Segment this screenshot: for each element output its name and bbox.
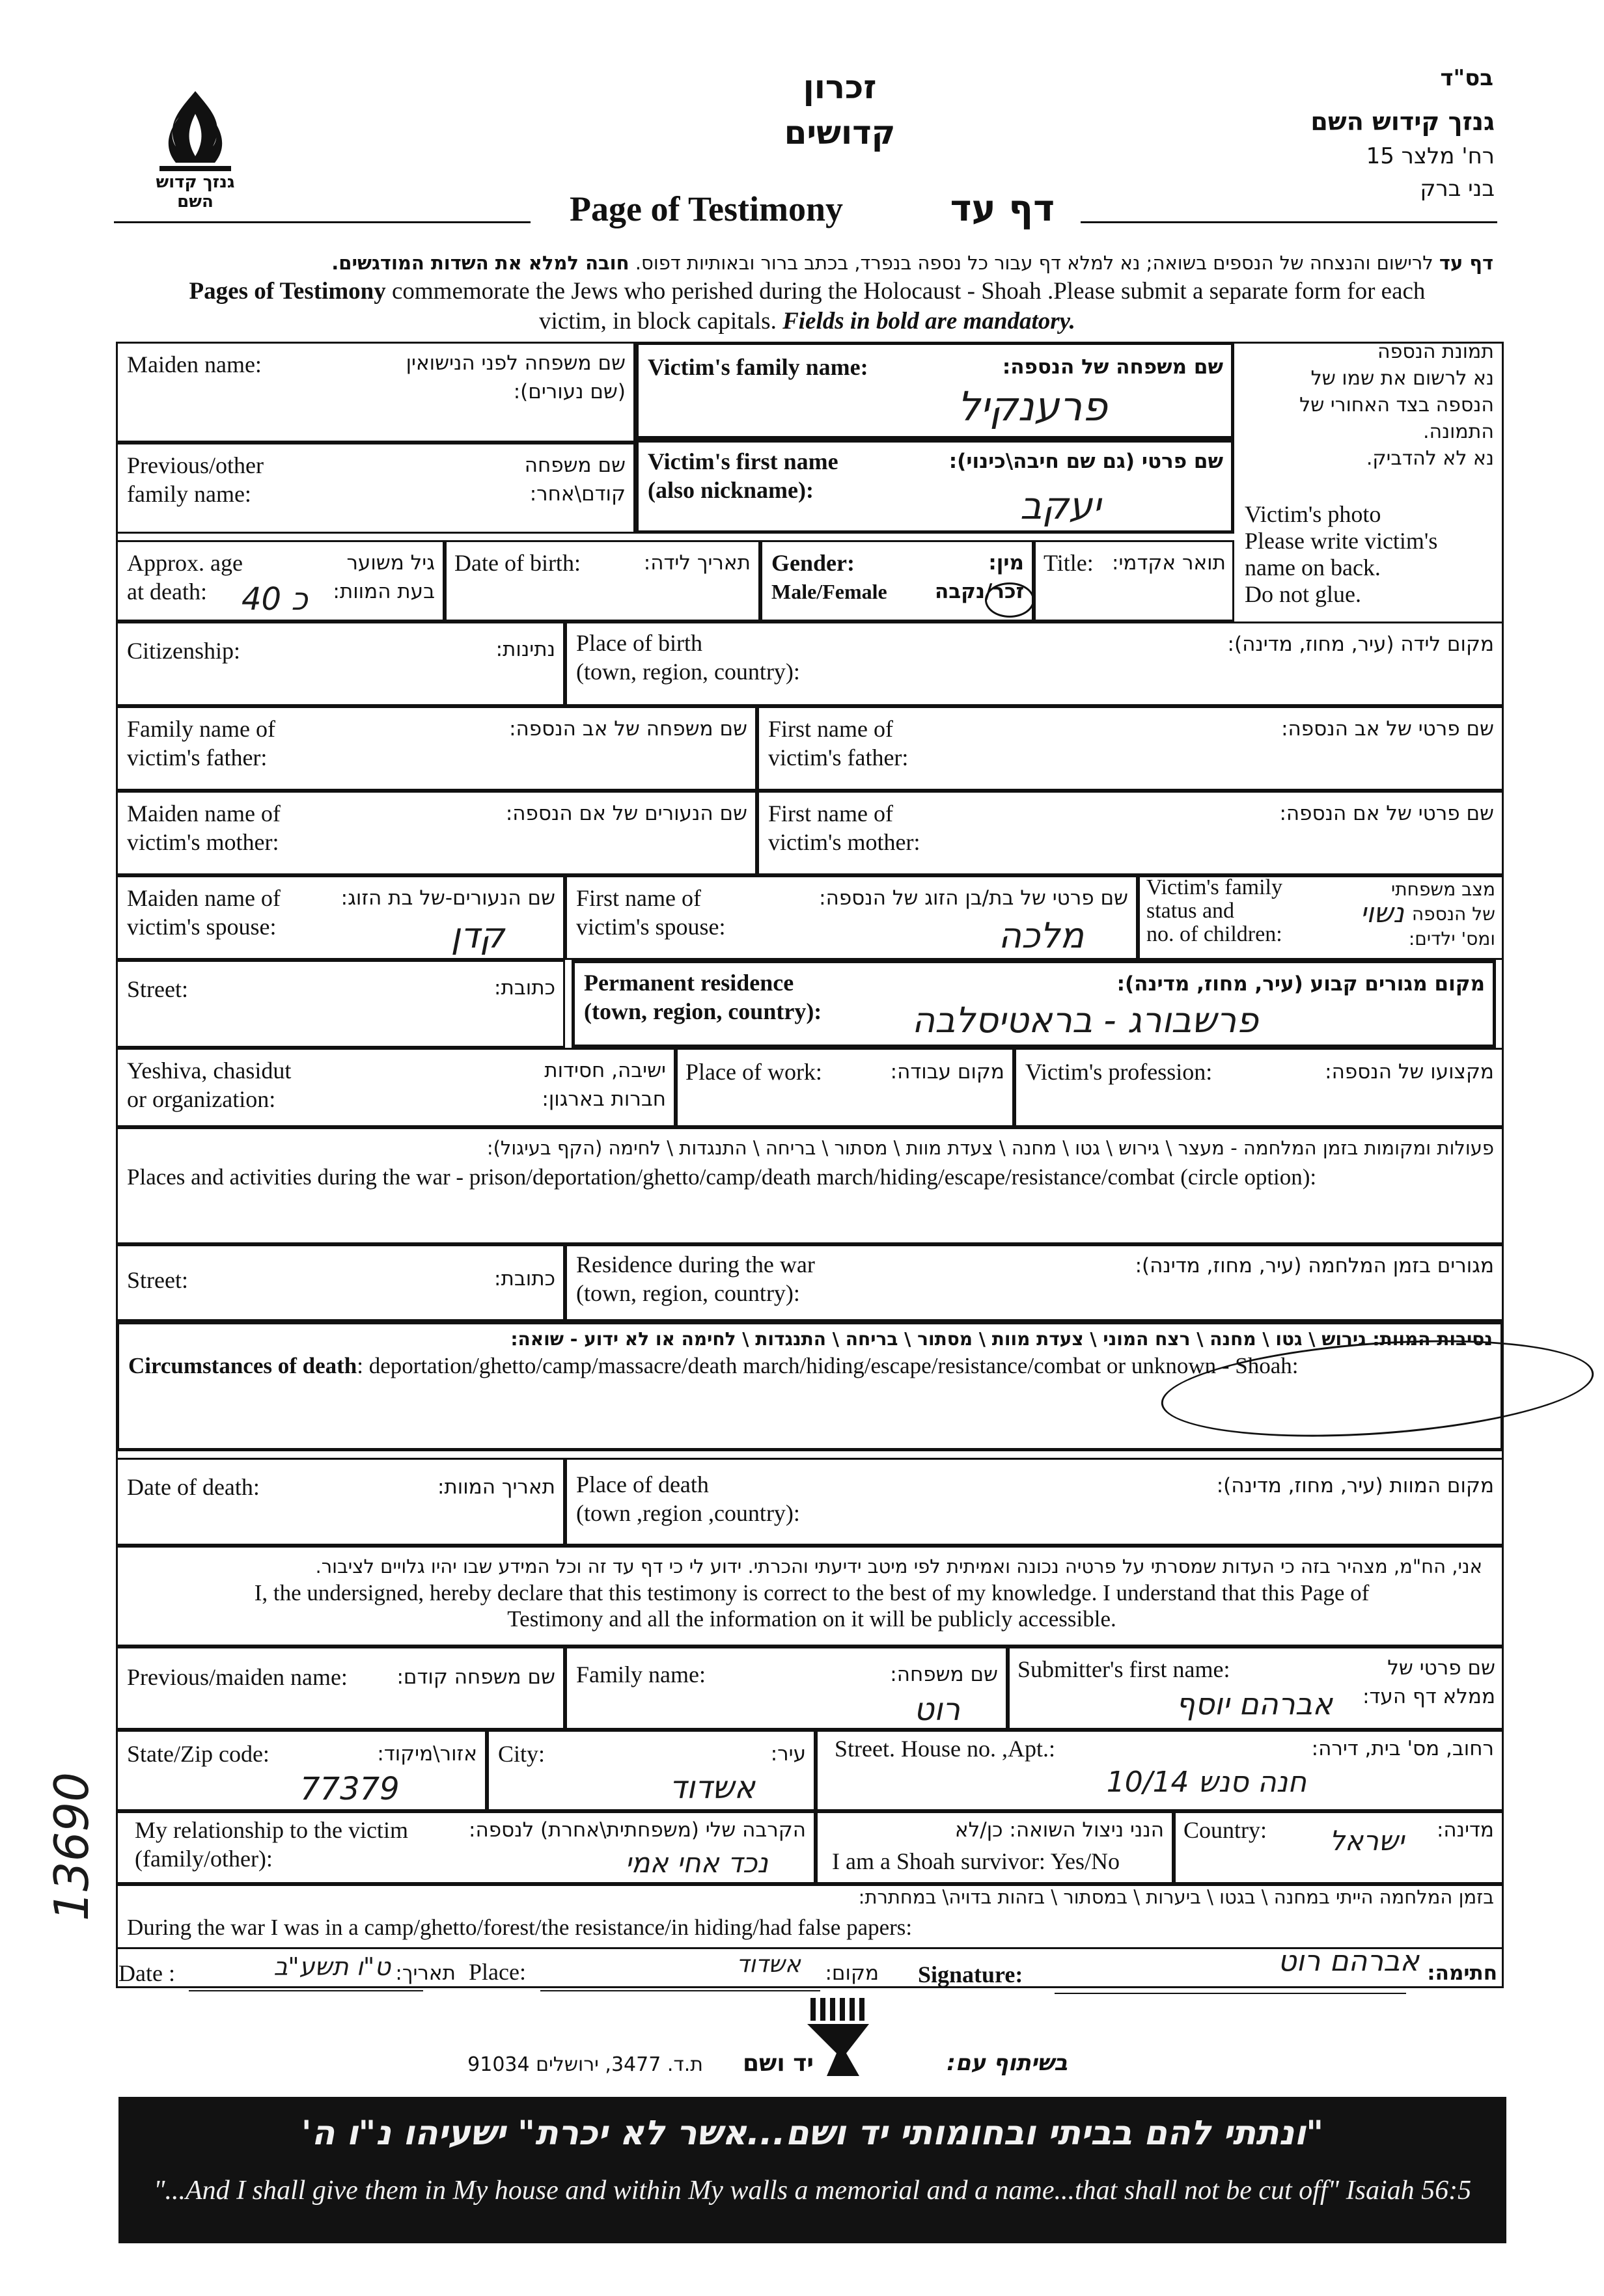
pod-label-he: מקום המוות (עיר, מחוז, מדינה): bbox=[1216, 1474, 1494, 1497]
date-underline bbox=[189, 1990, 423, 1991]
first-name-en-1: Victim's first name bbox=[648, 448, 838, 474]
signature-label-en: Signature: bbox=[918, 1961, 1023, 1988]
age-at-death-field[interactable] bbox=[116, 540, 445, 622]
status-en-3: no. of children: bbox=[1146, 922, 1282, 946]
intro-en bbox=[111, 277, 1504, 336]
footer-address: ת.ד. 3477, ירושלים 91034 bbox=[467, 2053, 703, 2076]
photo-instructions-he bbox=[1240, 338, 1494, 472]
citizenship-label-en: Citizenship: bbox=[127, 638, 240, 664]
zip-label-he: אזור\מיקוד: bbox=[377, 1742, 477, 1766]
place-of-death-field[interactable] bbox=[565, 1458, 1504, 1546]
war-activities-field[interactable] bbox=[116, 1127, 1504, 1244]
victim-family-label-en: Victim's family name: bbox=[648, 354, 868, 380]
spouse-maiden-en-1: Maiden name of bbox=[127, 885, 281, 911]
zip-label-en: State/Zip code: bbox=[127, 1741, 270, 1767]
prev-family-he-1: שם משפחה bbox=[524, 454, 626, 477]
sub-first-he-2: ממלא דף העד: bbox=[1362, 1685, 1495, 1708]
profession-field[interactable] bbox=[1014, 1048, 1504, 1127]
rel-value: נכד אחי אמי bbox=[625, 1847, 768, 1879]
death-circ-label-he: נסיבות המוות: גירוש \ גטו \ מחנה \ רצח המוני \ צעדת מוות \ מסתור \ בריחה \ התנגדות \ לחימה או לא ידוע - שואה: bbox=[510, 1328, 1493, 1350]
declaration-en-1: I, the undersigned, hereby declare that this testimony is correct to the best of my knowledge. I understand that this Page of bbox=[254, 1580, 1370, 1606]
spouse-maiden-value: קדן bbox=[450, 915, 505, 956]
status-value: נשוי bbox=[1360, 897, 1404, 929]
rel-en-1: My relationship to the victim bbox=[135, 1817, 408, 1843]
first-name-label-he: שם פרטי (גם שם חיבה\כינוי): bbox=[948, 450, 1223, 473]
status-label-en bbox=[1146, 876, 1282, 946]
status-label-he bbox=[1391, 877, 1495, 951]
maiden-name-field[interactable] bbox=[116, 342, 635, 443]
sub-family-label-he: שם משפחה: bbox=[890, 1663, 998, 1686]
intro-en-bold-1: Pages of Testimony bbox=[189, 278, 386, 305]
prev-family-label-he bbox=[525, 451, 626, 508]
bsd-mark: בס"ד bbox=[1440, 65, 1493, 91]
wartime-label-he: בזמן המלחמה הייתי במחנה \ בגטו \ ביערות \ במסתור \ בזהות בדויה\ במחתרת: bbox=[858, 1886, 1494, 1908]
wartime-location-field[interactable] bbox=[116, 1884, 1504, 1949]
survivor-label-en: I am a Shoah survivor: Yes/No bbox=[832, 1848, 1120, 1874]
partner-label-he: בשיתוף עם: bbox=[947, 2050, 1068, 2076]
survivor-field[interactable] bbox=[816, 1811, 1174, 1884]
signature-underline bbox=[1055, 1993, 1406, 1994]
street-label-he: כתובת: bbox=[494, 976, 555, 1000]
pob-en-2: (town, region, country): bbox=[576, 659, 800, 685]
gender-en-1: Gender: bbox=[771, 550, 855, 576]
yeshiva-label-he bbox=[542, 1056, 666, 1114]
title-en: Page of Testimony bbox=[570, 189, 844, 228]
citizenship-label-he: נתינות: bbox=[495, 638, 555, 661]
logo-text: גנזך קדוש השם bbox=[156, 172, 235, 212]
status-en-2: status and bbox=[1146, 899, 1235, 923]
dob-label-en: Date of birth: bbox=[454, 550, 581, 576]
spouse-maiden-name-field[interactable] bbox=[116, 875, 565, 960]
father-family-en-2: victim's father: bbox=[127, 745, 268, 771]
first-name-label-en bbox=[648, 447, 838, 504]
family-status-field[interactable] bbox=[1138, 875, 1504, 960]
declaration-block bbox=[116, 1546, 1504, 1647]
wartime-label-en: During the war I was in a camp/ghetto/forest/the resistance/in hiding/had false papers: bbox=[127, 1915, 913, 1940]
yeshiva-en-1: Yeshiva, chasidut bbox=[127, 1058, 292, 1084]
dod-label-en: Date of death: bbox=[127, 1474, 260, 1500]
victim-first-name-field[interactable] bbox=[635, 436, 1234, 534]
survivor-label-he: הנני ניצול השואה: כן/לא bbox=[954, 1818, 1164, 1842]
date-of-birth-field[interactable] bbox=[445, 540, 760, 622]
declaration-en bbox=[118, 1580, 1506, 1632]
mother-maiden-name-field[interactable] bbox=[116, 791, 757, 875]
mother-first-en-2: victim's mother: bbox=[768, 829, 920, 855]
intro-he-bold-1: דף עד bbox=[1439, 252, 1493, 274]
yad-vashem-name: יד ושם bbox=[742, 2050, 814, 2077]
photo-en-2: Please write victim's bbox=[1245, 528, 1438, 554]
photo-en-1: Victim's photo bbox=[1245, 501, 1381, 527]
death-circ-en-bold: Circumstances of death bbox=[128, 1353, 357, 1378]
place-of-birth-field[interactable] bbox=[565, 622, 1504, 706]
gender-label-en bbox=[771, 549, 887, 606]
spouse-first-en-2: victim's spouse: bbox=[576, 914, 726, 940]
place-of-work-field[interactable] bbox=[676, 1048, 1014, 1127]
photo-he-4: התמונה. bbox=[1422, 420, 1494, 443]
city-value: אשדוד bbox=[669, 1770, 755, 1806]
residence-value: פרשבורג - בראטיסלבה bbox=[911, 1000, 1258, 1041]
age-he-1: גיל משוער bbox=[346, 551, 435, 575]
status-he-1: מצב משפחתי bbox=[1390, 879, 1495, 900]
age-label-en bbox=[127, 549, 243, 606]
intro-en-bold-2: Fields in bold are mandatory. bbox=[782, 308, 1075, 335]
status-en-1: Victim's family bbox=[1146, 875, 1282, 899]
father-first-label-he: שם פרטי של אב הנספה: bbox=[1281, 717, 1494, 741]
citizenship-field[interactable] bbox=[116, 622, 565, 706]
status-he-3: ומס' ילדים: bbox=[1408, 928, 1495, 950]
gender-field[interactable] bbox=[760, 540, 1034, 622]
mother-maiden-en-1: Maiden name of bbox=[127, 800, 281, 827]
org-name: גנזך קידוש השם bbox=[1310, 107, 1495, 136]
spouse-first-name-field[interactable] bbox=[565, 875, 1138, 960]
spouse-maiden-label-he: שם הנעורים-של בת הזוג: bbox=[340, 886, 555, 910]
spouse-first-label-he: שם פרטי של בת/בן הזוג של הנספה: bbox=[819, 886, 1128, 910]
side-note-number: 13690 bbox=[44, 1771, 99, 1921]
victim-family-value: פרענקיל bbox=[957, 383, 1107, 430]
prev-family-en-2: family name: bbox=[127, 481, 251, 507]
mother-first-name-field[interactable] bbox=[757, 791, 1504, 875]
submitter-family-name-field[interactable] bbox=[565, 1647, 1008, 1730]
sub-street-label-he: רחוב, מס' בית, דירה: bbox=[1311, 1737, 1494, 1760]
org-city: בני ברק bbox=[1420, 176, 1495, 202]
zip-code-field[interactable] bbox=[116, 1730, 487, 1811]
title-label-he: תואר אקדמי: bbox=[1112, 551, 1226, 575]
photo-instructions-en bbox=[1245, 501, 1499, 608]
photo-he-3: הנספה בצד האחורי של bbox=[1299, 394, 1494, 417]
spouse-maiden-en-2: victim's spouse: bbox=[127, 914, 277, 940]
pod-en-1: Place of death bbox=[576, 1471, 709, 1497]
father-first-name-field[interactable] bbox=[757, 706, 1504, 791]
spouse-first-en-1: First name of bbox=[576, 885, 701, 911]
status-he-2: של הנספה bbox=[1411, 903, 1495, 925]
footer-banner bbox=[118, 2097, 1506, 2243]
dod-label-he: תאריך המוות: bbox=[437, 1475, 555, 1499]
rel-label-en bbox=[135, 1816, 408, 1873]
submitter-previous-name-field[interactable] bbox=[116, 1647, 565, 1730]
gender-he-2: זכר/נקבה bbox=[934, 580, 1024, 603]
org-street: רח' מלצר 15 bbox=[1366, 143, 1495, 169]
mother-first-label-he: שם פרטי של אם הנספה: bbox=[1279, 802, 1494, 825]
pod-en-2: (town ,region ,country): bbox=[576, 1500, 800, 1526]
sub-prev-label-en: Previous/maiden name: bbox=[127, 1664, 348, 1690]
pob-label-en bbox=[576, 629, 800, 686]
gender-en-2: Male/Female bbox=[771, 580, 887, 603]
father-first-en-2: victim's father: bbox=[768, 745, 909, 771]
work-label-he: מקום עבודה: bbox=[890, 1060, 1004, 1084]
pod-label-en bbox=[576, 1470, 800, 1527]
yeshiva-he-1: ישיבה, חסידות bbox=[544, 1059, 666, 1082]
spouse-first-label-en bbox=[576, 884, 725, 941]
war-street-field[interactable] bbox=[116, 1244, 565, 1321]
residence-label-he: מקום מגורים קבוע (עיר, מחוז, מדינה): bbox=[1116, 972, 1485, 996]
photo-he-2: נא לרשום את שמו של bbox=[1310, 367, 1494, 390]
war-residence-field[interactable] bbox=[565, 1244, 1504, 1321]
father-first-label-en bbox=[768, 715, 908, 772]
rel-en-2: (family/other): bbox=[135, 1846, 273, 1872]
country-label-en: Country: bbox=[1183, 1817, 1267, 1843]
intro-en-2: victim, in block capitals. bbox=[539, 308, 777, 335]
death-circ-label-en bbox=[128, 1352, 1298, 1380]
zip-value: 77379 bbox=[300, 1771, 400, 1807]
pob-en-1: Place of birth bbox=[576, 630, 702, 656]
residence-en-1: Permanent residence bbox=[584, 970, 794, 996]
photo-he-5: נא לא להדביק. bbox=[1366, 447, 1494, 470]
work-label-en: Place of work: bbox=[685, 1059, 822, 1085]
date-label-he: תאריך: bbox=[395, 1961, 456, 1985]
sub-first-label-he bbox=[1362, 1654, 1495, 1711]
profession-label-he: מקצועו של הנספה: bbox=[1325, 1060, 1494, 1084]
sub-street-label-en: Street. House no. ,Apt.: bbox=[835, 1736, 1055, 1762]
title-field[interactable] bbox=[1034, 540, 1234, 622]
city-label-en: City: bbox=[498, 1741, 546, 1767]
declaration-he: אני, הח"מ, מצהיר בזה כי העדות שמסרתי על פרטיה נכונה ואמיתית לפי מיטב ידיעתי והכרתי. ידוע לי כי דף עד זה וכל המידע שבו יהיו גלויים לציבור. bbox=[315, 1555, 1482, 1578]
place-value: אשדוד bbox=[736, 1951, 801, 1978]
sub-first-he-1: שם פרטי של bbox=[1387, 1656, 1495, 1680]
signature-label-he: חתימה: bbox=[1427, 1961, 1497, 1985]
first-name-value: יעקב bbox=[1020, 484, 1101, 528]
submitter-first-name-field[interactable] bbox=[1008, 1647, 1504, 1730]
sub-street-value: חנה סנש 10/14 bbox=[1106, 1766, 1307, 1799]
yeshiva-field[interactable] bbox=[116, 1048, 676, 1127]
title-label-en: Title: bbox=[1044, 550, 1094, 576]
war-label-en: Places and activities during the war - prison/deportation/ghetto/camp/death march/hiding/escape/resistance/combat (circle option): bbox=[127, 1164, 1317, 1190]
intro-he-bold-2: חובה למלא את השדות המודגשים. bbox=[331, 252, 629, 274]
sub-first-value: אברהם יוסף bbox=[1176, 1686, 1333, 1721]
war-res-label-en bbox=[576, 1250, 815, 1307]
yeshiva-he-2: חברות בארגון: bbox=[542, 1087, 666, 1111]
title-rule-left bbox=[114, 221, 531, 223]
prev-family-he-2: קודם\אחר: bbox=[529, 482, 626, 506]
zikaron-title: זכרון bbox=[803, 68, 877, 106]
previous-family-name-field[interactable] bbox=[116, 443, 635, 534]
maiden-he-2: (שם נעורים): bbox=[513, 380, 626, 403]
date-value: ט"ו תשע"ב bbox=[273, 1952, 391, 1981]
war-res-en-2: (town, region, country): bbox=[576, 1280, 800, 1306]
father-first-en-1: First name of bbox=[768, 716, 893, 742]
circumstances-of-death-field[interactable] bbox=[116, 1321, 1504, 1451]
photo-he-1: תמונת הנספה bbox=[1377, 340, 1494, 363]
war-street-label-he: כתובת: bbox=[494, 1267, 555, 1291]
war-street-label-en: Street: bbox=[127, 1267, 188, 1293]
first-name-en-2: (also nickname): bbox=[648, 477, 814, 503]
sub-family-value: רוט bbox=[913, 1691, 960, 1728]
maiden-he-1: שם משפחה לפני הנישואין bbox=[406, 351, 626, 375]
photo-en-3: name on back. bbox=[1245, 554, 1381, 581]
spouse-maiden-label-en bbox=[127, 884, 281, 941]
kedoshim-title: קדושים bbox=[784, 114, 896, 152]
war-res-label-he: מגורים בזמן המלחמה (עיר, מחוז, מדינה): bbox=[1135, 1254, 1494, 1278]
permanent-residence-field[interactable] bbox=[572, 960, 1496, 1048]
residence-en-2: (town, region, country): bbox=[584, 998, 822, 1024]
date-of-death-field[interactable] bbox=[116, 1458, 565, 1546]
death-circ-en: : deportation/ghetto/camp/massacre/death march/hiding/escape/resistance/combat or unknown - Shoah: bbox=[357, 1353, 1299, 1378]
relationship-field[interactable] bbox=[116, 1811, 816, 1884]
age-he-2: בעת המוות: bbox=[333, 580, 435, 603]
war-res-en-1: Residence during the war bbox=[576, 1251, 815, 1278]
mother-maiden-label-en bbox=[127, 799, 281, 856]
intro-en-1: commemorate the Jews who perished during the Holocaust - Shoah .Please submit a separate form for each bbox=[391, 278, 1426, 305]
war-label-he: פעולות ומקומות בזמן המלחמה - מעצר \ גירוש \ גטו \ מחנה \ צעדת מוות \ מסתור \ בריחה \ התנגדות \ לחימה (הקף בעיגול): bbox=[486, 1137, 1494, 1159]
date-label-en: Date : bbox=[118, 1960, 175, 1986]
sub-prev-label-he: שם משפחה קודם: bbox=[396, 1665, 555, 1689]
father-family-label-he: שם משפחה של אב הנספה: bbox=[509, 717, 747, 741]
place-label-en: Place: bbox=[469, 1959, 526, 1985]
yeshiva-label-en bbox=[127, 1056, 291, 1114]
photo-en-4: Do not glue. bbox=[1245, 581, 1361, 607]
street-label-en: Street: bbox=[127, 976, 188, 1002]
rel-label-he: הקרבה שלי (משפחתית\אחרת) לנספה: bbox=[469, 1818, 806, 1842]
sub-family-label-en: Family name: bbox=[576, 1661, 706, 1688]
intro-he bbox=[100, 249, 1493, 277]
country-label-he: מדינה: bbox=[1436, 1818, 1494, 1842]
submitter-street-field[interactable] bbox=[816, 1730, 1504, 1811]
mother-first-label-en bbox=[768, 799, 920, 856]
declaration-en-2: Testimony and all the information on it will be publicly accessible. bbox=[507, 1606, 1116, 1632]
country-field[interactable] bbox=[1174, 1811, 1504, 1884]
victim-family-name-field[interactable] bbox=[635, 342, 1234, 443]
city-field[interactable] bbox=[487, 1730, 816, 1811]
title-he: דף עד bbox=[950, 187, 1055, 230]
banner-verse-he: "ונתתי להם בביתי ובחומותי יד ושם...אשר לא יכרת" ישעיהו נ"ו ה' bbox=[301, 2114, 1324, 2153]
maiden-label-he bbox=[406, 349, 626, 406]
flame-logo bbox=[140, 85, 251, 212]
yeshiva-en-2: or organization: bbox=[127, 1086, 276, 1112]
dob-label-he: תאריך לידה: bbox=[643, 551, 751, 575]
title-rule-right bbox=[1081, 221, 1497, 223]
gender-circle bbox=[985, 582, 1034, 618]
spouse-first-value: מלכה bbox=[998, 915, 1084, 956]
banner-verse-en: "...And I shall give them in My house and within My walls a memorial and a name...that shall not be cut off" Isaiah 56:5 bbox=[153, 2176, 1472, 2206]
gender-he-1: מין: bbox=[988, 551, 1024, 575]
country-value: ישראל bbox=[1329, 1825, 1404, 1857]
prev-family-label-en bbox=[127, 451, 264, 508]
mother-first-en-1: First name of bbox=[768, 800, 893, 827]
age-en-1: Approx. age bbox=[127, 550, 243, 576]
profession-label-en: Victim's profession: bbox=[1025, 1059, 1213, 1085]
street-field[interactable] bbox=[116, 960, 565, 1048]
mother-maiden-en-2: victim's mother: bbox=[127, 829, 279, 855]
father-family-en-1: Family name of bbox=[127, 716, 275, 742]
sub-first-label-en: Submitter's first name: bbox=[1017, 1656, 1230, 1682]
intro-he-text: לרישום והנצחה של הנספים בשואה; נא למלא דף עבור כל נספה בנפרד, בכתב ברור ובאותיות דפוס. bbox=[635, 252, 1433, 274]
father-family-name-field[interactable] bbox=[116, 706, 757, 791]
age-label-he bbox=[333, 549, 435, 606]
maiden-label-en: Maiden name: bbox=[127, 351, 262, 377]
age-en-2: at death: bbox=[127, 579, 207, 605]
age-value: 40 כ bbox=[242, 581, 308, 618]
victim-family-label-he: שם משפחה של הנספה: bbox=[1002, 355, 1223, 379]
pob-label-he: מקום לידה (עיר, מחוז, מדינה): bbox=[1227, 633, 1494, 656]
city-label-he: עיר: bbox=[770, 1742, 806, 1766]
place-label-he: מקום: bbox=[825, 1961, 879, 1985]
signature-value: אברהם רוט bbox=[1278, 1945, 1419, 1978]
prev-family-en-1: Previous/other bbox=[127, 452, 264, 478]
mother-maiden-label-he: שם הנעורים של אם הנספה: bbox=[505, 802, 747, 825]
place-underline bbox=[540, 1990, 820, 1991]
residence-label-en bbox=[584, 968, 822, 1026]
father-family-label-en bbox=[127, 715, 275, 772]
